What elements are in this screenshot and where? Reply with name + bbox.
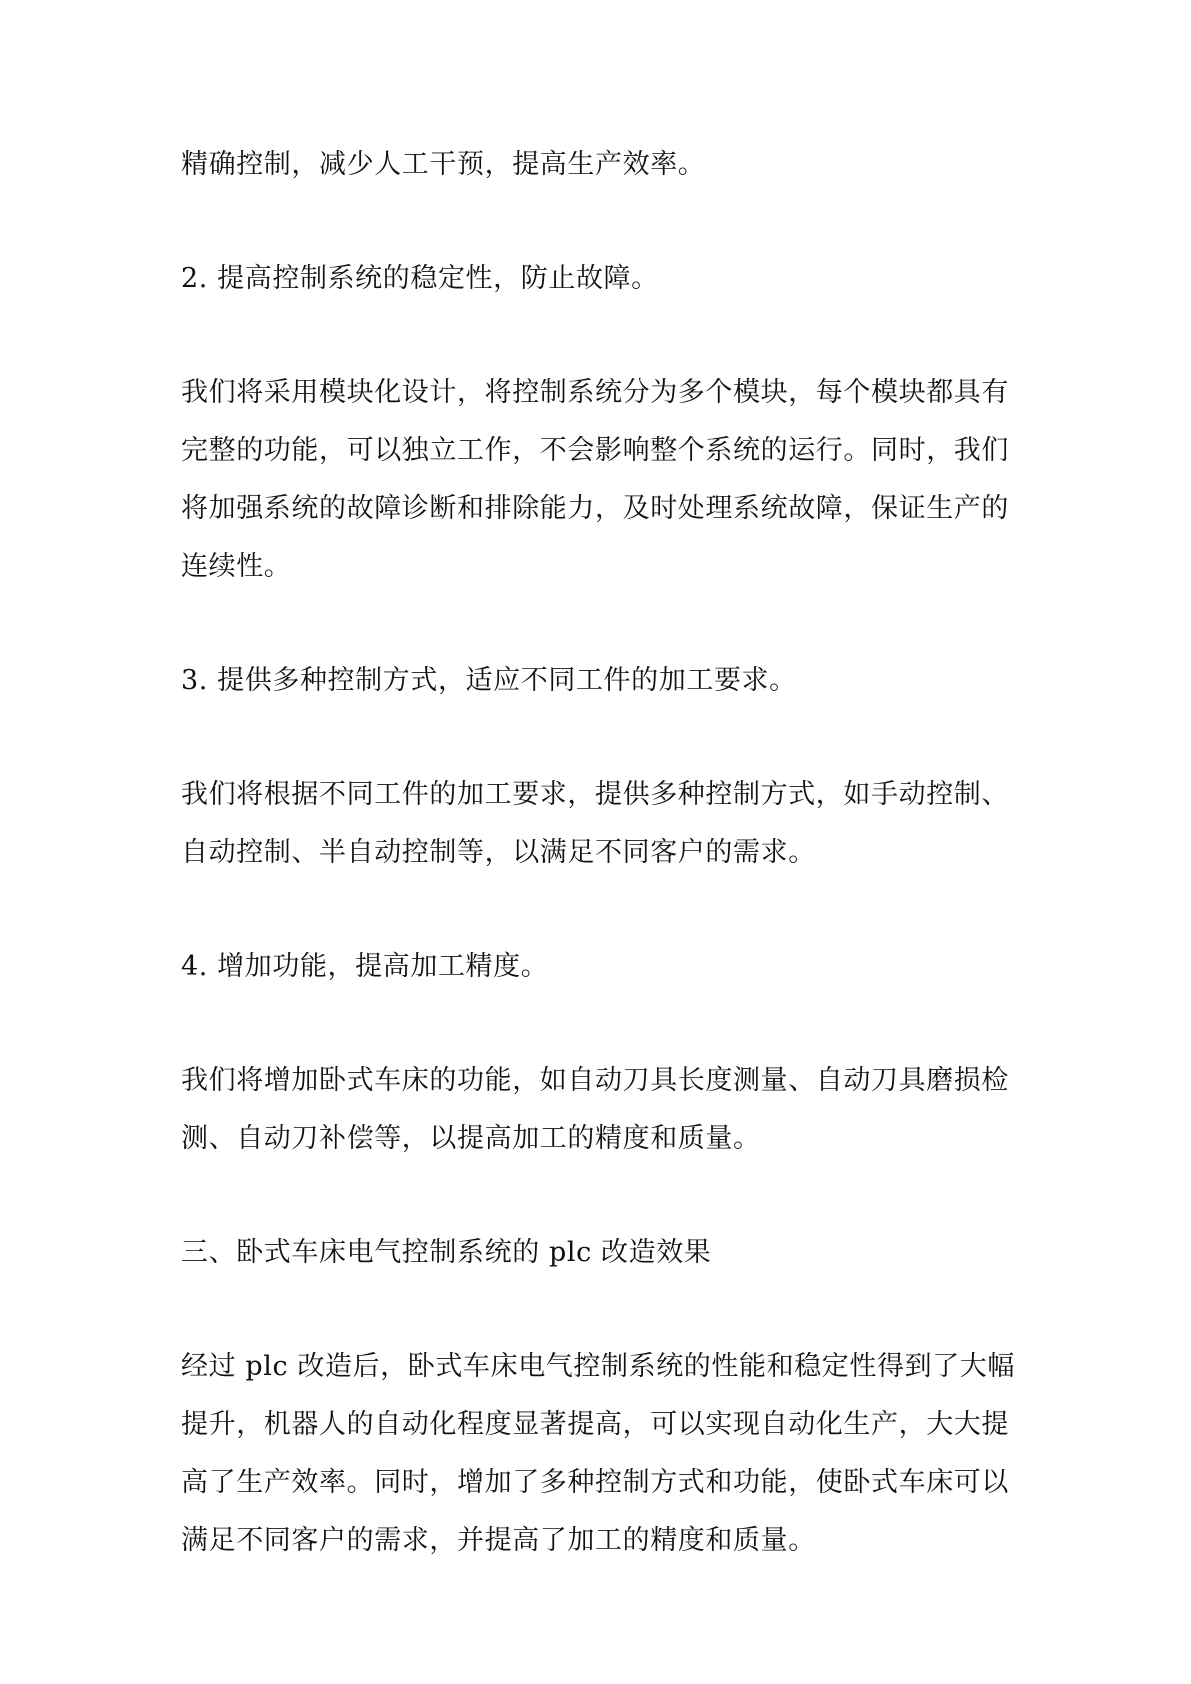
section-heading-3: 三、卧式车床电气控制系统的 plc 改造效果 bbox=[181, 1237, 712, 1268]
paragraph-modular-design: 我们将采用模块化设计，将控制系统分为多个模块，每个模块都具有完整的功能，可以独立工作，不会影响整个系统的运行。同时，我们将加强系统的故障诊断和排除能力，及时处理系统故障，保证生产的连续性。 bbox=[181, 377, 1009, 582]
paragraph-control-modes: 我们将根据不同工件的加工要求，提供多种控制方式，如手动控制、自动控制、半自动控制等，以满足不同客户的需求。 bbox=[181, 779, 1009, 868]
paragraph-added-functions: 我们将增加卧式车床的功能，如自动刀具长度测量、自动刀具磨损检测、自动刀补偿等，以提高加工的精度和质量。 bbox=[181, 1065, 1009, 1154]
paragraph-retrofit-results: 经过 plc 改造后，卧式车床电气控制系统的性能和稳定性得到了大幅提升，机器人的自动化程度显著提高，可以实现自动化生产，大大提高了生产效率。同时，增加了多种控制方式和功能，使卧式车床可以满足不同客户的需求，并提高了加工的精度和质量。 bbox=[181, 1351, 1016, 1556]
paragraph-intro-continuation: 精确控制，减少人工干预，提高生产效率。 bbox=[181, 149, 706, 180]
list-item-heading-3: 3. 提供多种控制方式，适应不同工件的加工要求。 bbox=[181, 665, 797, 696]
document-body bbox=[181, 136, 1021, 1570]
list-item-heading-4: 4. 增加功能，提高加工精度。 bbox=[181, 951, 549, 982]
list-item-heading-2: 2. 提高控制系统的稳定性，防止故障。 bbox=[181, 263, 659, 294]
